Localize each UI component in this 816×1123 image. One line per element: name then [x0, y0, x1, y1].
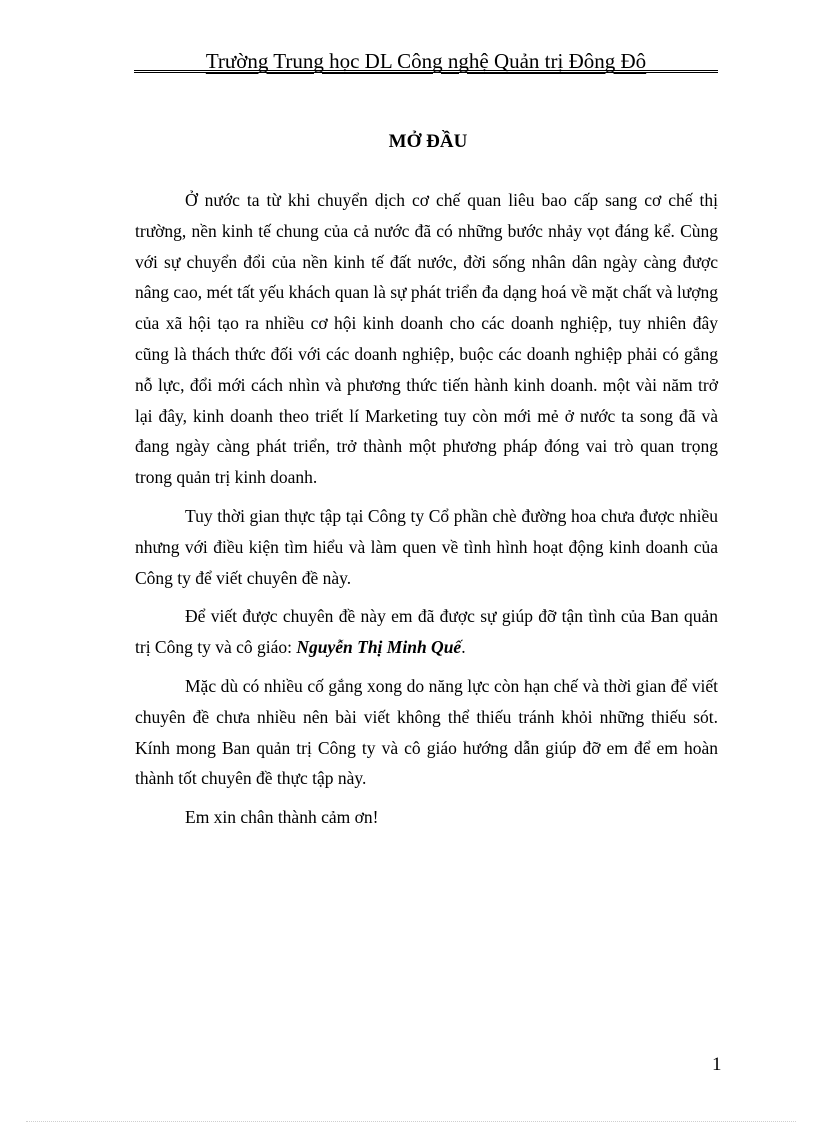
paragraph-acknowledgement: [135, 601, 718, 663]
page-bottom-dotted-border: [26, 1121, 796, 1122]
acknowledgement-period: .: [461, 637, 466, 658]
document-body: [135, 185, 718, 841]
acknowledgement-text: Để viết được chuyên đề này em đã được sự giúp đỡ tận tình của Ban quản trị Công ty và cô giáo:: [135, 606, 718, 658]
paragraph-apology: Mặc dù có nhiều cố gắng xong do năng lực còn hạn chế và thời gian để viết chuyên đề chưa nhiều nên bài viết không thể thiếu tránh khỏi những thiếu sót. Kính mong Ban quản trị Công ty và cô giáo hướng dẫn giúp đỡ em để em hoàn thành tốt chuyên đề thực tập này.: [135, 675, 718, 789]
paragraph-thanks: Em xin chân thành cảm ơn!: [185, 807, 379, 828]
paragraph-intro: Ở nước ta từ khi chuyển dịch cơ chế quan liêu bao cấp sang cơ chế thị trường, nền kinh tế chung của cả nước đã có những bước nhảy vọt đáng kể. Cùng với sự chuyển đổi của nền kinh tế đất nước, đời sống nhân dân ngày càng được nâng cao, mét tất yếu khách quan là sự phát triển đa dạng hoá về mặt chất và lượng của xã hội tạo ra nhiều cơ hội kinh doanh cho các doanh nghiệp, tuy nhiên đây cũng là thách thức đối với các doanh nghiệp, buộc các doanh nghiệp phải có gắng nỗ lực, đổi mới cách nhìn và phương thức tiến hành kinh doanh. một vài năm trở lại đây, kinh doanh theo triết lí Marketing tuy còn mới mẻ ở nước ta song đã và đang ngày càng phát triển, trở thành một phương pháp đóng vai trò quan trọng trong quản trị kinh doanh.: [135, 190, 718, 488]
document-title: MỞ ĐẦU: [388, 131, 468, 152]
header-rule-bottom: [134, 72, 718, 73]
header-rule-top: [134, 70, 718, 71]
page-header-school-name: Trường Trung học DL Công nghệ Quản trị Đông Đô: [205, 49, 647, 73]
paragraph-internship: Tuy thời gian thực tập tại Công ty Cổ phần chè đường hoa chưa được nhiều nhưng với điều kiện tìm hiểu và làm quen về tình hình hoạt động kinh doanh của Công ty để viết chuyên đề này.: [135, 505, 718, 588]
page-number: 1: [712, 1054, 722, 1075]
teacher-name: Nguyễn Thị Minh Quế: [296, 637, 462, 658]
